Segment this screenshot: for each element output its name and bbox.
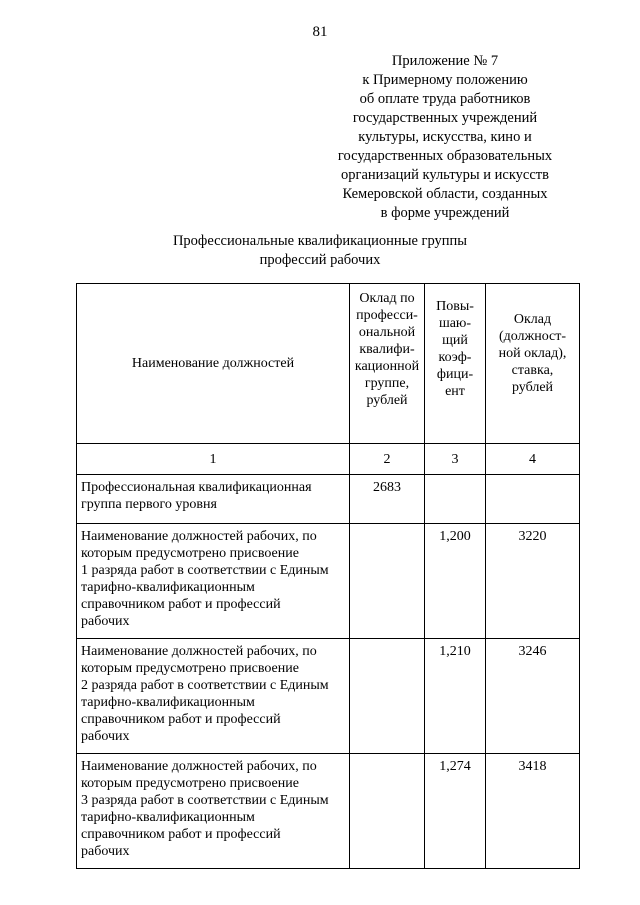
group-salary-cell: 2683	[350, 475, 425, 524]
header-line: щий	[442, 333, 468, 348]
header-line: Оклад	[513, 312, 552, 327]
cell-line: рабочих	[81, 729, 130, 744]
column-number: 1	[77, 444, 350, 475]
position-name-cell	[77, 639, 350, 754]
appendix-line: культуры, искусства, кино и	[358, 129, 532, 145]
cell-line: 3 разряда работ в соответствии с Единым	[81, 793, 329, 808]
column-number: 2	[350, 444, 425, 475]
cell-line: Наименование должностей рабочих, по	[81, 759, 317, 774]
column-number: 4	[486, 444, 580, 475]
cell-line: Профессиональная квалификационная	[81, 480, 312, 495]
header-position-name	[77, 284, 350, 444]
appendix-line: организаций культуры и искусств	[341, 167, 549, 183]
cell-line: справочником работ и профессий	[81, 597, 281, 612]
header-line: ональной	[358, 325, 416, 340]
final-salary-cell: 3418	[486, 754, 580, 869]
cell-line: тарифно-квалификационным	[81, 695, 255, 710]
header-base-salary	[350, 284, 425, 444]
table-row	[77, 754, 580, 869]
header-coefficient	[425, 284, 486, 444]
table-row	[77, 639, 580, 754]
position-name-cell	[77, 524, 350, 639]
final-salary-cell: 3220	[486, 524, 580, 639]
page-number: 81	[312, 24, 328, 40]
cell-line: которым предусмотрено присвоение	[81, 661, 299, 676]
header-line: квалифи-	[359, 342, 415, 357]
header-line: группе,	[364, 376, 410, 391]
header-line: ент	[445, 384, 465, 399]
title-line: профессий рабочих	[259, 252, 381, 268]
salary-cell	[350, 524, 425, 639]
column-number-row	[77, 444, 580, 475]
cell-line: Наименование должностей рабочих, по	[81, 644, 317, 659]
salary-cell	[350, 639, 425, 754]
appendix-line: об оплате труда работников	[359, 91, 531, 107]
header-text: Наименование должностей	[131, 356, 295, 371]
cell-line: которым предусмотрено присвоение	[81, 546, 299, 561]
appendix-line: государственных учреждений	[352, 110, 538, 126]
header-line: коэф-	[438, 350, 472, 365]
column-number: 3	[425, 444, 486, 475]
table-header-row	[77, 284, 580, 444]
cell-line: тарифно-квалификационным	[81, 810, 255, 825]
cell-line: справочником работ и профессий	[81, 712, 281, 727]
table-row-group	[77, 475, 580, 524]
title-line: Профессиональные квалификационные группы	[172, 233, 468, 249]
appendix-block	[320, 52, 570, 223]
coefficient-cell: 1,210	[425, 639, 486, 754]
header-line: фици-	[436, 367, 474, 382]
appendix-line: в форме учреждений	[380, 205, 510, 221]
cell-line: рабочих	[81, 844, 130, 859]
header-line: (должност-	[498, 329, 567, 344]
table-row	[77, 524, 580, 639]
appendix-line: государственных образовательных	[337, 148, 553, 164]
coefficient-cell: 1,200	[425, 524, 486, 639]
header-line: професси-	[356, 308, 418, 323]
appendix-line: Кемеровской области, созданных	[342, 186, 548, 202]
cell-line: справочником работ и профессий	[81, 827, 281, 842]
header-line: Повы-	[436, 299, 474, 314]
cell-line: Наименование должностей рабочих, по	[81, 529, 317, 544]
cell-line: которым предусмотрено присвоение	[81, 776, 299, 791]
coefficient-cell: 1,274	[425, 754, 486, 869]
cell-line: рабочих	[81, 614, 130, 629]
header-line: рублей	[511, 380, 554, 395]
salary-cell	[350, 754, 425, 869]
appendix-line: Приложение № 7	[391, 53, 499, 69]
document-title	[0, 232, 640, 270]
header-line: ной оклад),	[498, 346, 567, 361]
appendix-line: к Примерному положению	[362, 72, 528, 88]
header-line: рублей	[366, 393, 408, 408]
cell-line: тарифно-квалификационным	[81, 580, 255, 595]
header-line: кационной	[354, 359, 420, 374]
header-line: шаю-	[438, 316, 472, 331]
group-coef-cell	[425, 475, 486, 524]
cell-line: группа первого уровня	[81, 497, 217, 512]
group-name-cell	[77, 475, 350, 524]
header-final-salary	[486, 284, 580, 444]
position-name-cell	[77, 754, 350, 869]
header-line: Оклад по	[359, 291, 415, 306]
group-final-cell	[486, 475, 580, 524]
header-line: ставка,	[511, 363, 554, 378]
cell-line: 1 разряда работ в соответствии с Единым	[81, 563, 329, 578]
salary-table	[76, 283, 580, 869]
cell-line: 2 разряда работ в соответствии с Единым	[81, 678, 329, 693]
final-salary-cell: 3246	[486, 639, 580, 754]
